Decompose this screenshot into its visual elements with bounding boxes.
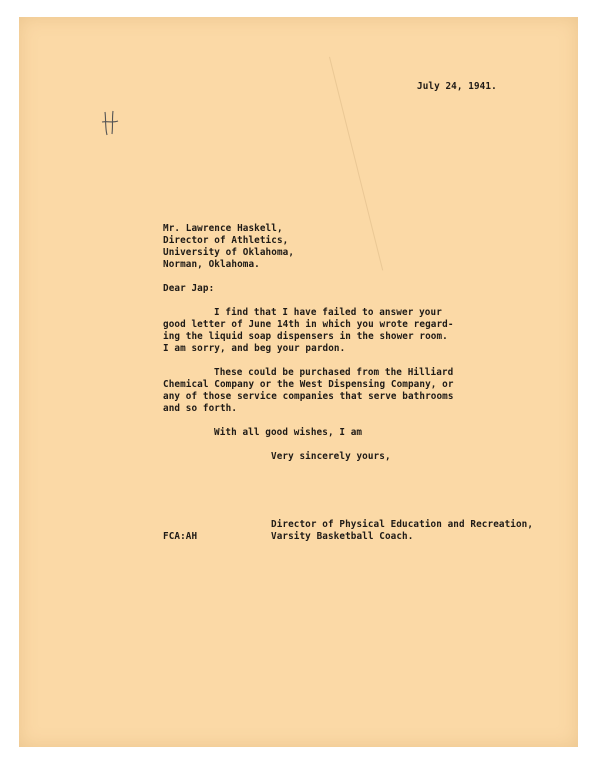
address-line-1: Mr. Lawrence Haskell, — [163, 223, 283, 234]
handwritten-mark-icon — [101, 109, 119, 137]
letter-date: July 24, 1941. — [417, 81, 497, 92]
paragraph-2-line-4: and so forth. — [163, 403, 238, 414]
salutation: Dear Jap: — [163, 283, 215, 294]
letter-page — [19, 17, 578, 747]
complimentary-closing: Very sincerely yours, — [271, 451, 391, 462]
address-line-2: Director of Athletics, — [163, 235, 289, 246]
paragraph-1-line-1: I find that I have failed to answer your — [214, 307, 442, 318]
paragraph-1-line-3: ing the liquid soap dispensers in the shower room. — [163, 331, 448, 342]
paper-crease — [329, 57, 383, 271]
paragraph-2-line-2: Chemical Company or the West Dispensing Company, or — [163, 379, 454, 390]
address-line-3: University of Oklahoma, — [163, 247, 295, 258]
paragraph-2-line-1: These could be purchased from the Hilliard — [214, 367, 454, 378]
paragraph-1-line-2: good letter of June 14th in which you wrote regard- — [163, 319, 454, 330]
good-wishes-line: With all good wishes, I am — [214, 427, 363, 438]
address-line-4: Norman, Oklahoma. — [163, 259, 260, 270]
signature-title-line-2: Varsity Basketball Coach. — [271, 531, 414, 542]
paragraph-2-line-3: any of those service companies that serve bathrooms — [163, 391, 454, 402]
typist-initials: FCA:AH — [163, 531, 198, 542]
paragraph-1-line-4: I am sorry, and beg your pardon. — [163, 343, 346, 354]
signature-title-line-1: Director of Physical Education and Recreation, — [271, 519, 534, 530]
